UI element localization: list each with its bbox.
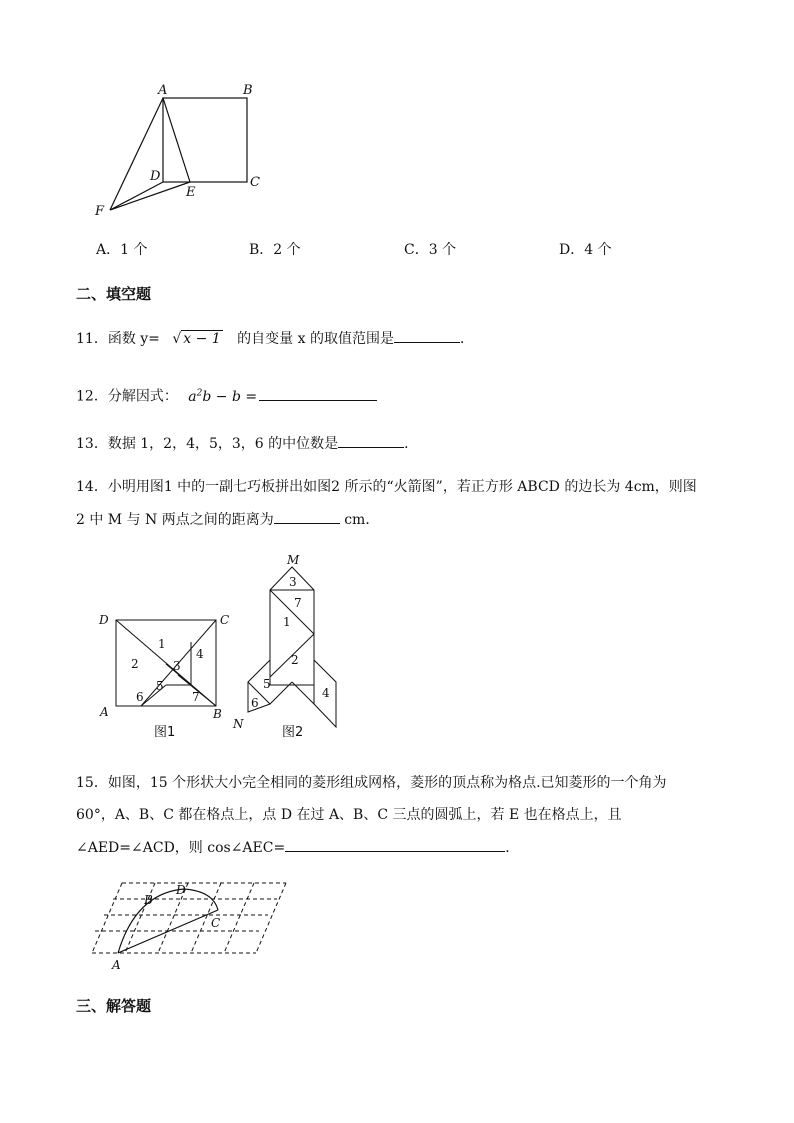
- q12-expr: $a^2b - b$ =: [188, 388, 258, 405]
- question-12: [76, 383, 377, 407]
- question-15-line-3: ∠AED=∠ACD，则 cos∠AEC= ．: [76, 837, 519, 858]
- fig2-label-n: N: [233, 717, 244, 731]
- fig1-piece-3: 3: [173, 659, 181, 673]
- q10-option-d: D．4 个: [559, 242, 612, 258]
- fig1-label-a: A: [100, 705, 109, 719]
- fig2-piece-1: 1: [283, 615, 291, 629]
- fig15-label-d: D: [176, 883, 186, 897]
- label-d: D: [150, 169, 161, 184]
- fig2-piece-4: 4: [322, 686, 330, 700]
- fig1-label-d: D: [99, 613, 109, 627]
- label-f: F: [95, 204, 105, 219]
- q13-end: ．: [404, 436, 419, 452]
- fig15-label-b: B: [144, 893, 153, 907]
- fig1-piece-7: 7: [192, 690, 200, 704]
- q11-suffix: 的自变量 x 的取值范围是: [237, 331, 394, 347]
- q10-figure: [90, 80, 270, 220]
- fig1-piece-2: 2: [131, 657, 139, 671]
- fig2-label-m: M: [287, 553, 300, 567]
- q10-option-b: B．2 个: [249, 242, 301, 258]
- q10-option-c: C．3 个: [404, 242, 457, 258]
- segment-fd: [110, 182, 163, 210]
- question-15-line-2: 60°，A、B、C 都在格点上，点 D 在过 A、B、C 三点的圆弧上，若 E 也在格点上，且: [76, 807, 622, 823]
- square-abcd: [163, 98, 247, 182]
- label-c: C: [250, 175, 260, 190]
- question-14-line-1: 14．小明用图1 中的一副七巧板拼出如图2 所示的“火箭图”，若正方形 ABCD 的边长为 4cm，则图: [76, 479, 697, 495]
- fig1-label-c: C: [220, 613, 230, 627]
- label-a: A: [158, 83, 168, 98]
- q11-radicand: x − 1: [183, 331, 221, 347]
- fig1-caption: 图1: [154, 725, 176, 740]
- question-14-line-2: 2 中 M 与 N 两点之间的距离为 cm．: [76, 509, 379, 530]
- question-15-line-1: 15．如图，15 个形状大小完全相同的菱形组成网格，菱形的顶点称为格点.已知菱形的一个角为: [76, 775, 667, 791]
- segment-ae: [163, 98, 190, 182]
- q11-sqrt: √ x − 1: [172, 331, 221, 347]
- q11-prefix: 11．函数 y=: [76, 331, 160, 347]
- segment-af: [110, 98, 163, 210]
- q12-answer-blank[interactable]: [259, 386, 377, 401]
- section-heading-answer: 三、解答题: [76, 997, 152, 1015]
- section-heading-fill-in: 二、填空题: [76, 285, 152, 303]
- fig2-piece-5: 5: [263, 677, 271, 691]
- fig2-caption: 图2: [282, 725, 304, 740]
- fig1-piece-1: 1: [158, 637, 166, 651]
- label-b: B: [243, 83, 253, 98]
- q15-answer-blank[interactable]: [285, 837, 505, 852]
- q13-answer-blank[interactable]: [338, 433, 404, 448]
- fig15-label-a: A: [112, 958, 121, 972]
- q11-answer-blank[interactable]: [394, 328, 460, 343]
- label-e: E: [186, 185, 196, 200]
- fig1-piece-4: 4: [196, 647, 204, 661]
- q12-prefix: 12．分解因式：: [76, 388, 178, 405]
- fig1-label-b: B: [213, 707, 222, 721]
- fig1-piece-6: 6: [136, 690, 144, 704]
- rhombus-grid-figure: [88, 875, 298, 975]
- q10-option-a: A．1 个: [96, 242, 148, 258]
- tangram-figure-1: [96, 608, 236, 743]
- q11-end: ．: [459, 331, 474, 347]
- q13-text: 13．数据 1，2，4，5，3，6 的中位数是: [76, 436, 339, 452]
- fig2-piece-2: 2: [291, 653, 299, 667]
- q14-answer-blank[interactable]: [274, 509, 340, 524]
- question-13: [76, 433, 418, 454]
- question-11: [76, 328, 474, 349]
- fig2-piece-3: 3: [289, 575, 297, 589]
- fig15-label-c: C: [211, 916, 221, 930]
- fig2-piece-6: 6: [251, 696, 259, 710]
- tangram-figure-2: [228, 552, 348, 744]
- fig1-piece-5: 5: [156, 679, 164, 693]
- fig2-piece-7: 7: [294, 596, 302, 610]
- segment-fe: [110, 182, 190, 210]
